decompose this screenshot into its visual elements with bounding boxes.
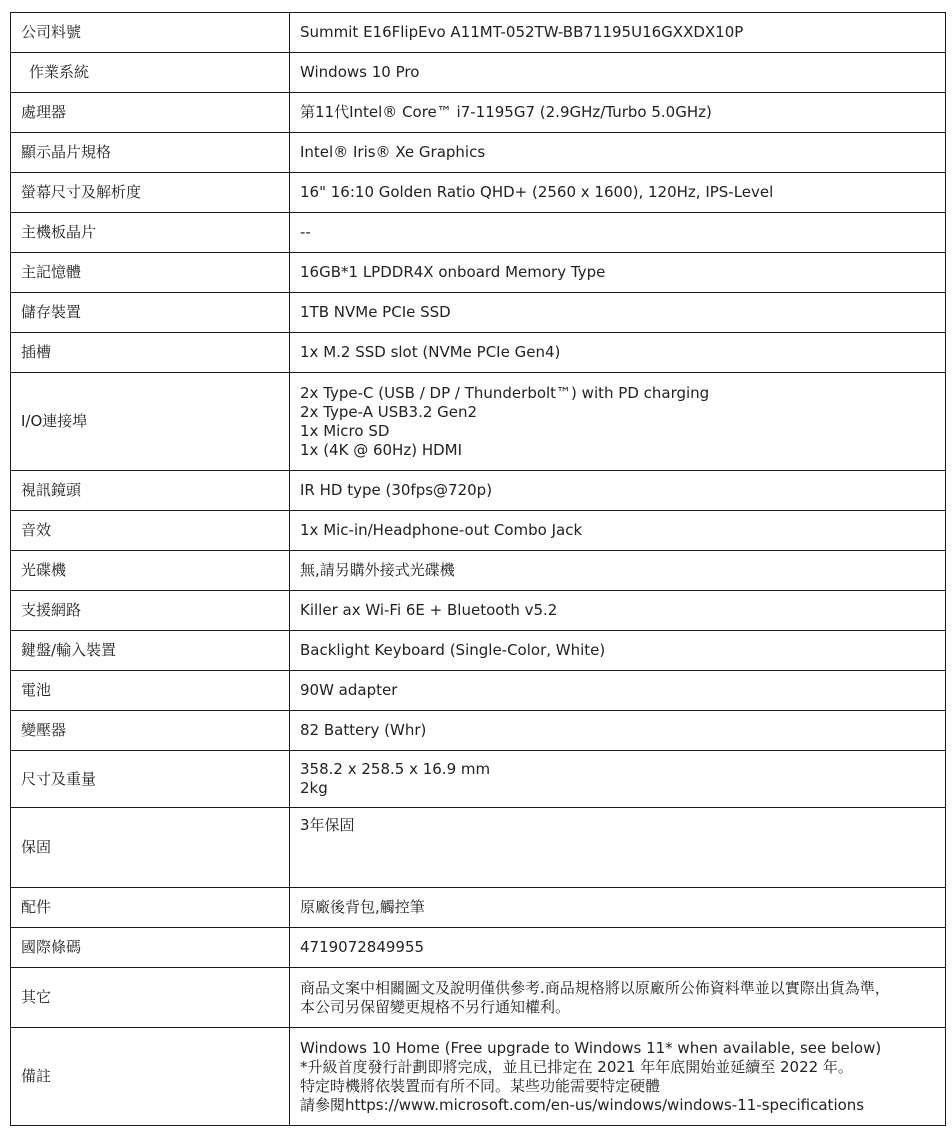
- spec-label: 儲存裝置: [11, 293, 290, 333]
- spec-value-line: 請參閱https://www.microsoft.com/en-us/windows/windows-11-specifications: [300, 1095, 865, 1114]
- spec-value: [290, 1028, 946, 1126]
- spec-value: [290, 173, 946, 213]
- spec-label: 顯示晶片規格: [11, 133, 290, 173]
- spec-value: [290, 751, 946, 808]
- spec-value-line: 16GB*1 LPDDR4X onboard Memory Type: [300, 263, 606, 281]
- spec-table: [10, 12, 946, 1126]
- spec-label: 變壓器: [11, 711, 290, 751]
- spec-value-line: 4719072849955: [300, 938, 425, 956]
- spec-value-line: 1x Mic-in/Headphone-out Combo Jack: [300, 521, 583, 539]
- spec-value: [290, 711, 946, 751]
- spec-value-line: 1x (4K @ 60Hz) HDMI: [300, 440, 463, 459]
- spec-value-line: 82 Battery (Whr): [300, 721, 427, 739]
- spec-row: [11, 551, 946, 591]
- spec-value-line: --: [300, 223, 311, 241]
- spec-row: [11, 373, 946, 471]
- spec-row: [11, 511, 946, 551]
- spec-row: [11, 13, 946, 53]
- spec-row: [11, 293, 946, 333]
- spec-label: 鍵盤/輸入裝置: [11, 631, 290, 671]
- spec-value: [290, 333, 946, 373]
- spec-value-line: 2x Type-A USB3.2 Gen2: [300, 402, 478, 421]
- spec-row: [11, 808, 946, 888]
- spec-row: [11, 133, 946, 173]
- spec-label: 作業系統: [11, 53, 290, 93]
- spec-row: [11, 888, 946, 928]
- spec-value-line: IR HD type (30fps@720p): [300, 481, 493, 499]
- spec-label: 其它: [11, 968, 290, 1028]
- spec-label: 主機板晶片: [11, 213, 290, 253]
- spec-value-line: 90W adapter: [300, 681, 398, 699]
- spec-value-line: 1TB NVMe PCIe SSD: [300, 303, 451, 321]
- spec-row: [11, 751, 946, 808]
- spec-label: 視訊鏡頭: [11, 471, 290, 511]
- spec-value-line: 1x Micro SD: [300, 421, 390, 440]
- spec-value-line: Summit E16FlipEvo A11MT-052TW-BB71195U16GXXDX10P: [300, 23, 744, 41]
- spec-label: 音效: [11, 511, 290, 551]
- spec-row: [11, 53, 946, 93]
- spec-row: [11, 591, 946, 631]
- spec-label: 保固: [11, 808, 290, 888]
- spec-value: [290, 253, 946, 293]
- spec-value: [290, 471, 946, 511]
- spec-value-line: 2x Type-C (USB / DP / Thunderbolt™) with PD charging: [300, 383, 710, 402]
- spec-label: 主記憶體: [11, 253, 290, 293]
- spec-value: [290, 511, 946, 551]
- spec-value-line: Killer ax Wi-Fi 6E + Bluetooth v5.2: [300, 601, 558, 619]
- spec-table-body: [11, 13, 946, 1126]
- spec-row: [11, 333, 946, 373]
- spec-value: [290, 133, 946, 173]
- spec-row: [11, 253, 946, 293]
- spec-value: [290, 293, 946, 333]
- spec-value-line: 本公司另保留變更規格不另行通知權利。: [300, 997, 571, 1016]
- spec-label: I/O連接埠: [11, 373, 290, 471]
- spec-row: [11, 173, 946, 213]
- spec-row: [11, 711, 946, 751]
- spec-value: [290, 373, 946, 471]
- spec-label: 備註: [11, 1028, 290, 1126]
- spec-value: [290, 13, 946, 53]
- spec-value-line: 第11代Intel® Core™ i7-1195G7 (2.9GHz/Turbo 5.0GHz): [300, 103, 712, 121]
- spec-value: [290, 213, 946, 253]
- spec-label: 尺寸及重量: [11, 751, 290, 808]
- spec-label: 電池: [11, 671, 290, 711]
- spec-row: [11, 471, 946, 511]
- spec-value: [290, 968, 946, 1028]
- spec-value-line: Windows 10 Home (Free upgrade to Windows 11* when available, see below): [300, 1038, 882, 1057]
- spec-value-line: 原廠後背包,觸控筆: [300, 898, 425, 916]
- spec-value: [290, 808, 946, 888]
- spec-row: [11, 93, 946, 133]
- spec-value-line: Windows 10 Pro: [300, 63, 420, 81]
- spec-label: 國際條碼: [11, 928, 290, 968]
- spec-value-line: 特定時機將依裝置而有所不同。某些功能需要特定硬體: [300, 1076, 661, 1095]
- spec-row: [11, 968, 946, 1028]
- spec-row: [11, 671, 946, 711]
- spec-value-line: 2kg: [300, 779, 328, 797]
- spec-value-line: Intel® Iris® Xe Graphics: [300, 143, 486, 161]
- spec-value: [290, 591, 946, 631]
- spec-value-line: *升級首度發行計劃即將完成，並且已排定在 2021 年年底開始並延續至 2022 年。: [300, 1057, 853, 1076]
- spec-value-line: Backlight Keyboard (Single-Color, White): [300, 641, 606, 659]
- spec-label: 公司料號: [11, 13, 290, 53]
- spec-value: [290, 631, 946, 671]
- spec-label: 支援網路: [11, 591, 290, 631]
- spec-label: 螢幕尺寸及解析度: [11, 173, 290, 213]
- spec-value-line: 16" 16:10 Golden Ratio QHD+ (2560 x 1600), 120Hz, IPS-Level: [300, 183, 774, 201]
- spec-value: [290, 551, 946, 591]
- spec-label: 配件: [11, 888, 290, 928]
- spec-value: [290, 671, 946, 711]
- spec-value-line: 358.2 x 258.5 x 16.9 mm: [300, 760, 491, 778]
- spec-label: 處理器: [11, 93, 290, 133]
- spec-value: [290, 928, 946, 968]
- spec-label: 光碟機: [11, 551, 290, 591]
- spec-row: [11, 631, 946, 671]
- spec-label: 插槽: [11, 333, 290, 373]
- spec-value-line: 無,請另購外接式光碟機: [300, 561, 455, 579]
- spec-row: [11, 1028, 946, 1126]
- spec-value-line: 商品文案中相關圖文及說明僅供參考.商品規格將以原廠所公佈資料準並以實際出貨為準，: [300, 978, 890, 997]
- spec-value: [290, 53, 946, 93]
- spec-value: [290, 888, 946, 928]
- spec-value: [290, 93, 946, 133]
- spec-value-line: 3年保固: [300, 816, 355, 834]
- spec-row: [11, 213, 946, 253]
- spec-row: [11, 928, 946, 968]
- spec-value-line: 1x M.2 SSD slot (NVMe PCIe Gen4): [300, 343, 561, 361]
